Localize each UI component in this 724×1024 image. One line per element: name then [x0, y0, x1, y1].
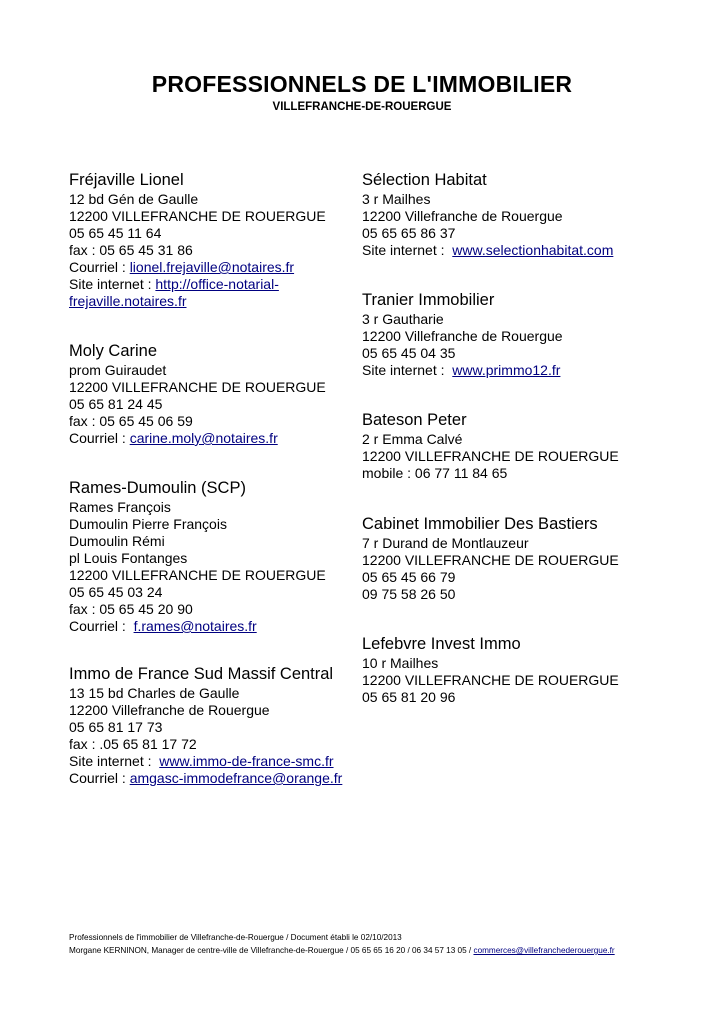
contact-name: Bateson Peter: [362, 411, 467, 429]
email-link[interactable]: lionel.frejaville@notaires.fr: [129, 259, 295, 275]
city-line: 12200 VILLEFRANCHE DE ROUERGUE: [69, 208, 326, 224]
person-line: Dumoulin Rémi: [69, 533, 165, 549]
city-line: 12200 VILLEFRANCHE DE ROUERGUE: [362, 672, 619, 688]
contact-card: [362, 514, 692, 603]
page-footer: [69, 931, 615, 957]
city-line: 12200 VILLEFRANCHE DE ROUERGUE: [69, 379, 326, 395]
contact-name: Immo de France Sud Massif Central: [69, 665, 334, 683]
footer-email-link[interactable]: commerces@villefranchederouergue.fr: [473, 946, 615, 955]
website-link[interactable]: www.selectionhabitat.com: [452, 242, 614, 258]
address-line: 12 bd Gén de Gaulle: [69, 191, 199, 207]
website-label: Site internet :: [362, 242, 453, 258]
website-link[interactable]: http://office-notarial-frejaville.notaires.fr: [69, 276, 279, 309]
email-line: [69, 430, 399, 447]
phone-line: 05 65 45 11 64: [69, 225, 162, 241]
address-line: prom Guiraudet: [69, 362, 167, 378]
phone-line: 05 65 81 24 45: [69, 396, 163, 412]
page-subtitle: VILLEFRANCHE-DE-ROUERGUE: [272, 101, 452, 113]
website-label: Site internet :: [69, 276, 156, 292]
email-label: Courriel :: [69, 618, 134, 634]
phone-line: 05 65 65 86 37: [362, 225, 456, 241]
address-line: 2 r Emma Calvé: [362, 431, 463, 447]
address-line: 3 r Gautharie: [362, 311, 444, 327]
email-line: [69, 618, 399, 635]
city-line: 12200 Villefranche de Rouergue: [69, 702, 270, 718]
contact-card: [362, 410, 692, 482]
city-line: 12200 Villefranche de Rouergue: [362, 328, 563, 344]
contact-card: [69, 170, 399, 310]
email-label: Courriel :: [69, 259, 130, 275]
contact-name: Moly Carine: [69, 342, 158, 360]
email-label: Courriel :: [69, 430, 130, 446]
email-line: [69, 770, 369, 787]
city-line: 12200 VILLEFRANCHE DE ROUERGUE: [362, 552, 619, 568]
website-link[interactable]: www.immo-de-france-smc.fr: [159, 753, 334, 769]
city-line: 12200 VILLEFRANCHE DE ROUERGUE: [362, 448, 619, 464]
phone-line: 05 65 45 66 79: [362, 569, 456, 585]
website-label: Site internet :: [69, 753, 160, 769]
contact-card: [69, 478, 399, 635]
footer-contact-text: Morgane KERNINON, Manager de centre-ville de Villefranche-de-Rouergue / 05 65 65 16 20 / 06 34 57 13 05 /: [69, 946, 474, 955]
footer-document-line: Professionnels de l'immobilier de Villefranche-de-Rouergue / Document établi le 02/10/2013: [69, 933, 402, 942]
phone-line: 09 75 58 26 50: [362, 586, 456, 602]
address-line: 13 15 bd Charles de Gaulle: [69, 685, 240, 701]
email-label: Courriel :: [69, 770, 130, 786]
fax-line: fax : 05 65 45 06 59: [69, 413, 193, 429]
website-link[interactable]: www.primmo12.fr: [452, 362, 561, 378]
email-link[interactable]: f.rames@notaires.fr: [133, 618, 257, 634]
phone-line: 05 65 81 17 73: [69, 719, 163, 735]
email-link[interactable]: amgasc-immodefrance@orange.fr: [129, 770, 343, 786]
contact-name: Tranier Immobilier: [362, 291, 495, 309]
contact-card: [69, 664, 369, 787]
address-line: 3 r Mailhes: [362, 191, 431, 207]
fax-line: fax : 05 65 45 31 86: [69, 242, 193, 258]
email-line: [69, 259, 399, 276]
footer-contact-line: [69, 944, 615, 957]
website-label: Site internet :: [362, 362, 453, 378]
mobile-line: mobile : 06 77 11 84 65: [362, 465, 508, 481]
address-line: pl Louis Fontanges: [69, 550, 188, 566]
contact-name: Cabinet Immobilier Des Bastiers: [362, 515, 598, 533]
address-line: 7 r Durand de Montlauzeur: [362, 535, 529, 551]
page-title: PROFESSIONNELS DE L'IMMOBILIER: [151, 71, 573, 97]
website-line: [69, 753, 369, 770]
city-line: 12200 VILLEFRANCHE DE ROUERGUE: [69, 567, 326, 583]
contact-card: [362, 634, 692, 706]
contact-name: Rames-Dumoulin (SCP): [69, 479, 246, 497]
fax-line: fax : 05 65 45 20 90: [69, 601, 193, 617]
website-line: [69, 276, 309, 310]
website-line: [362, 242, 692, 259]
contact-card: [69, 341, 399, 447]
person-line: Dumoulin Pierre François: [69, 516, 227, 532]
phone-line: 05 65 45 03 24: [69, 584, 163, 600]
address-line: 10 r Mailhes: [362, 655, 439, 671]
contact-name: Fréjaville Lionel: [69, 171, 184, 189]
phone-line: 05 65 81 20 96: [362, 689, 456, 705]
fax-line: fax : .05 65 81 17 72: [69, 736, 197, 752]
city-line: 12200 Villefranche de Rouergue: [362, 208, 563, 224]
contact-card: [362, 170, 692, 259]
person-line: Rames François: [69, 499, 171, 515]
phone-line: 05 65 45 04 35: [362, 345, 456, 361]
contact-name: Sélection Habitat: [362, 171, 487, 189]
email-link[interactable]: carine.moly@notaires.fr: [129, 430, 278, 446]
contact-name: Lefebvre Invest Immo: [362, 635, 521, 653]
website-line: [362, 362, 692, 379]
contact-card: [362, 290, 692, 379]
